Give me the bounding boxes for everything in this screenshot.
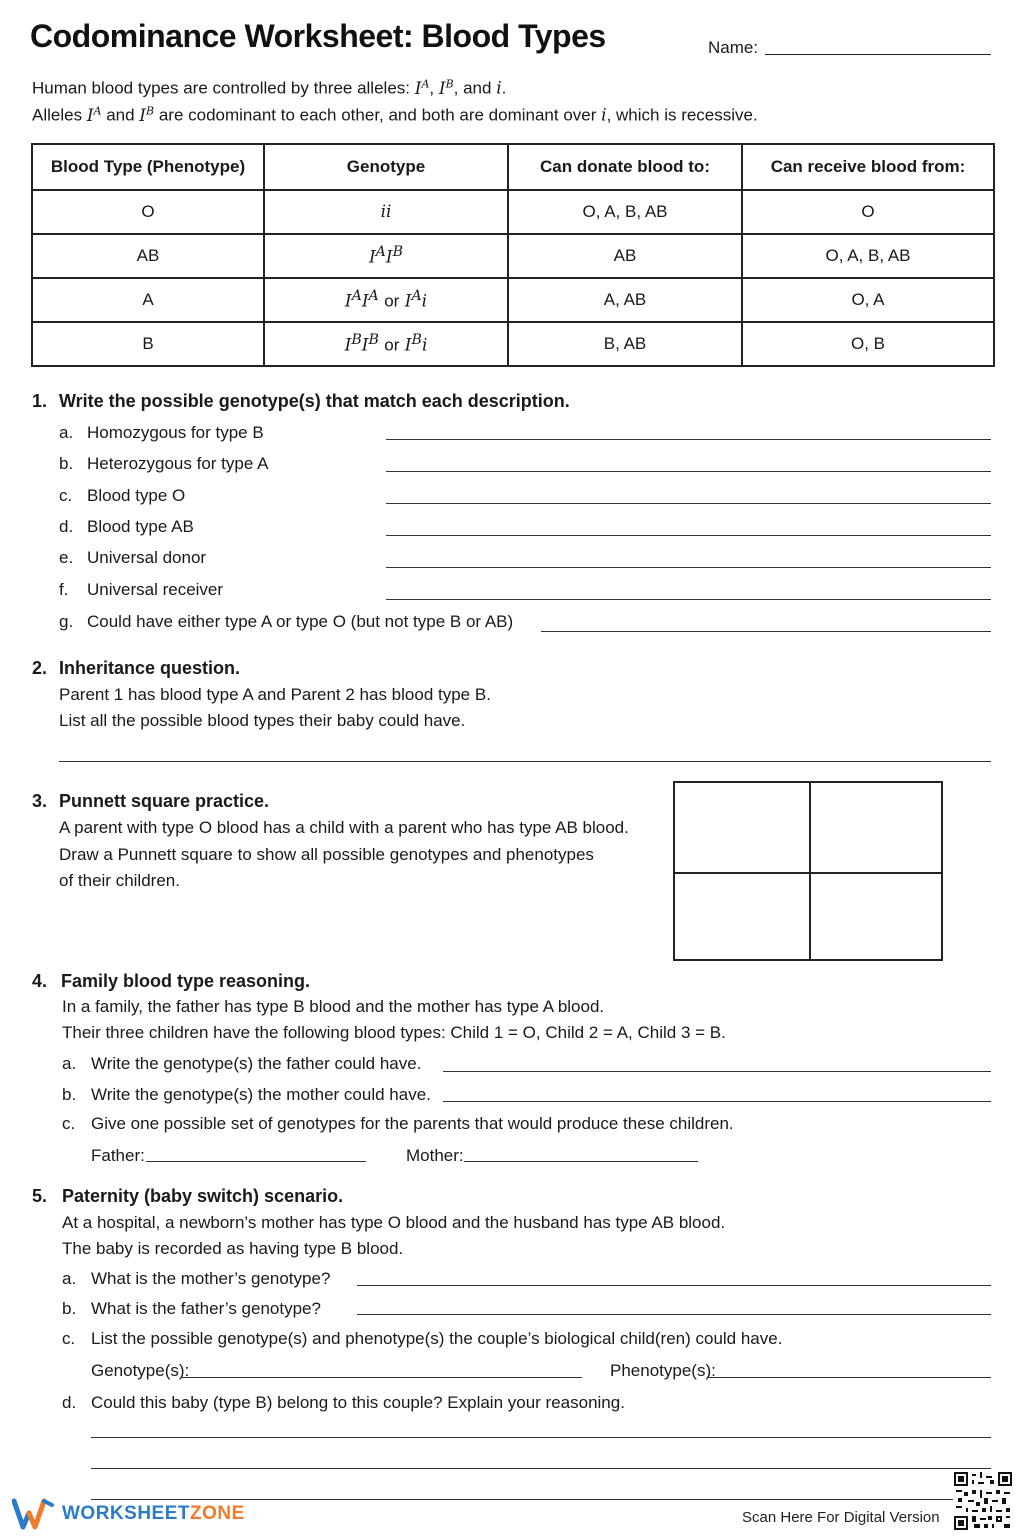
header-donate: Can donate blood to:: [508, 144, 742, 190]
q4-number: 4.: [32, 971, 48, 991]
q2-number: 2.: [32, 658, 48, 678]
q5d-answer-line-2[interactable]: [91, 1468, 991, 1469]
genotypes-answer-line[interactable]: [181, 1377, 582, 1378]
q1f-letter: f.: [59, 580, 69, 599]
q2-line-2: List all the possible blood types their baby could have.: [59, 711, 466, 730]
table-header-row: [32, 144, 994, 190]
punnett-square-grid[interactable]: [673, 781, 943, 961]
mother-answer-line[interactable]: [464, 1161, 698, 1162]
q1e-text: Universal donor: [87, 548, 207, 567]
father-label: Father:: [91, 1146, 145, 1165]
q4b-letter: b.: [62, 1085, 77, 1104]
q1f-answer-line[interactable]: [386, 599, 991, 600]
q4c-text: Give one possible set of genotypes for the parents that would produce these children.: [91, 1114, 734, 1133]
q5-number: 5.: [32, 1186, 48, 1206]
q1a-letter: a.: [59, 423, 74, 442]
q5a-text: What is the mother’s genotype?: [91, 1269, 331, 1288]
genotypes-label: Genotype(s):: [91, 1361, 190, 1380]
name-label: Name:: [708, 38, 759, 57]
q3-heading: Punnett square practice.: [59, 791, 270, 811]
q5a-answer-line[interactable]: [357, 1285, 991, 1286]
worksheetzone-logo[interactable]: [12, 1497, 245, 1531]
genotype-cell: $I^BI^B$ or $I^Bi$: [264, 322, 508, 366]
q1f-text: Universal receiver: [87, 580, 224, 599]
q1d-answer-line[interactable]: [386, 535, 991, 536]
q1b-letter: b.: [59, 454, 74, 473]
q5c-letter: c.: [62, 1329, 76, 1348]
receive-cell: O, A, B, AB: [742, 234, 994, 278]
q5-heading: Paternity (baby switch) scenario.: [62, 1186, 344, 1206]
q4-heading: Family blood type reasoning.: [61, 971, 311, 991]
q1a-text: Homozygous for type B: [87, 423, 264, 442]
phenotypes-answer-line[interactable]: [707, 1377, 991, 1378]
q1c-answer-line[interactable]: [386, 503, 991, 504]
q1b-text: Heterozygous for type A: [87, 454, 269, 473]
phenotypes-label: Phenotype(s):: [610, 1361, 716, 1380]
donate-cell: A, AB: [508, 278, 742, 322]
q4b-text: Write the genotype(s) the mother could have.: [91, 1085, 431, 1104]
header-genotype: Genotype: [264, 144, 508, 190]
table-row: [32, 190, 994, 234]
mother-label: Mother:: [406, 1146, 464, 1165]
q3-line-3: of their children.: [59, 871, 180, 890]
q4a-answer-line[interactable]: [443, 1071, 991, 1072]
q4a-letter: a.: [62, 1054, 77, 1073]
q5-line-2: The baby is recorded as having type B blood.: [62, 1239, 404, 1258]
q2-heading: Inheritance question.: [59, 658, 241, 678]
q1b-answer-line[interactable]: [386, 471, 991, 472]
q5d-answer-line-1[interactable]: [91, 1437, 991, 1438]
receive-cell: O, A: [742, 278, 994, 322]
q4c-letter: c.: [62, 1114, 76, 1133]
q5d-letter: d.: [62, 1393, 77, 1412]
q4b-answer-line[interactable]: [443, 1101, 991, 1102]
q3-line-2: Draw a Punnett square to show all possible genotypes and phenotypes: [59, 845, 594, 864]
allele-ib: $I^B$: [438, 77, 454, 99]
table-row: [32, 234, 994, 278]
receive-cell: O: [742, 190, 994, 234]
table-row: [32, 322, 994, 366]
header-receive: Can receive blood from:: [742, 144, 994, 190]
punnett-divider-horizontal: [675, 872, 941, 874]
logo-w-icon: [12, 1497, 56, 1531]
q1e-letter: e.: [59, 548, 74, 567]
phenotype-cell: O: [32, 190, 264, 234]
q2-line-1: Parent 1 has blood type A and Parent 2 has blood type B.: [59, 685, 491, 704]
q1-heading: Write the possible genotype(s) that match each description.: [59, 391, 570, 411]
genotype-cell: $I^AI^A$ or $I^Ai$: [264, 278, 508, 322]
q5-line-1: At a hospital, a newborn’s mother has type O blood and the husband has type AB blood.: [62, 1213, 726, 1232]
q5b-letter: b.: [62, 1299, 77, 1318]
q1c-letter: c.: [59, 486, 73, 505]
qr-code-icon[interactable]: [954, 1472, 1012, 1530]
donate-cell: O, A, B, AB: [508, 190, 742, 234]
q4-line-1: In a family, the father has type B blood and the mother has type A blood.: [62, 997, 605, 1016]
q4-line-2: Their three children have the following blood types: Child 1 = O, Child 2 = A, Child 3 = B.: [62, 1023, 726, 1042]
phenotype-cell: A: [32, 278, 264, 322]
q1a-answer-line[interactable]: [386, 439, 991, 440]
allele-i: i: [496, 78, 502, 99]
donate-cell: B, AB: [508, 322, 742, 366]
intro-line-2: Alleles $I^A$ and $I^B$ are codominant to each other, and both are dominant over i, which is recessive.: [32, 104, 758, 126]
allele-ia: $I^A$: [414, 77, 430, 99]
q5a-letter: a.: [62, 1269, 77, 1288]
q1g-text: Could have either type A or type O (but not type B or AB): [87, 612, 514, 631]
receive-cell: O, B: [742, 322, 994, 366]
father-answer-line[interactable]: [146, 1161, 366, 1162]
q5b-answer-line[interactable]: [357, 1314, 991, 1315]
q4a-text: Write the genotype(s) the father could have.: [91, 1054, 422, 1073]
header-phenotype: Blood Type (Phenotype): [32, 144, 264, 190]
q1g-answer-line[interactable]: [541, 631, 991, 632]
q1c-text: Blood type O: [87, 486, 186, 505]
genotype-cell: ii: [264, 190, 508, 234]
q5b-text: What is the father’s genotype?: [91, 1299, 321, 1318]
scan-text: Scan Here For Digital Version: [742, 1509, 940, 1526]
name-answer-line[interactable]: [765, 54, 991, 55]
table-row: [32, 278, 994, 322]
q3-number: 3.: [32, 791, 48, 811]
phenotype-cell: B: [32, 322, 264, 366]
genotype-cell: $I^AI^B$: [264, 234, 508, 278]
q1d-letter: d.: [59, 517, 74, 536]
q1-number: 1.: [32, 391, 48, 411]
q1g-letter: g.: [59, 612, 74, 631]
q5c-text: List the possible genotype(s) and phenotype(s) the couple’s biological child(ren) could have.: [91, 1329, 783, 1348]
intro-line-1: Human blood types are controlled by three alleles: $I^A$, $I^B$, and i.: [32, 77, 507, 99]
q1e-answer-line[interactable]: [386, 567, 991, 568]
blood-type-table: [31, 143, 995, 367]
punnett-divider-vertical: [809, 783, 811, 959]
q5d-text: Could this baby (type B) belong to this couple? Explain your reasoning.: [91, 1393, 625, 1412]
logo-text: WORKSHEETZONE: [62, 1503, 245, 1524]
q2-answer-line[interactable]: [59, 761, 991, 762]
q3-line-1: A parent with type O blood has a child with a parent who has type AB blood.: [59, 818, 629, 837]
phenotype-cell: AB: [32, 234, 264, 278]
donate-cell: AB: [508, 234, 742, 278]
q1d-text: Blood type AB: [87, 517, 194, 536]
page-title: Codominance Worksheet: Blood Types: [30, 18, 606, 54]
